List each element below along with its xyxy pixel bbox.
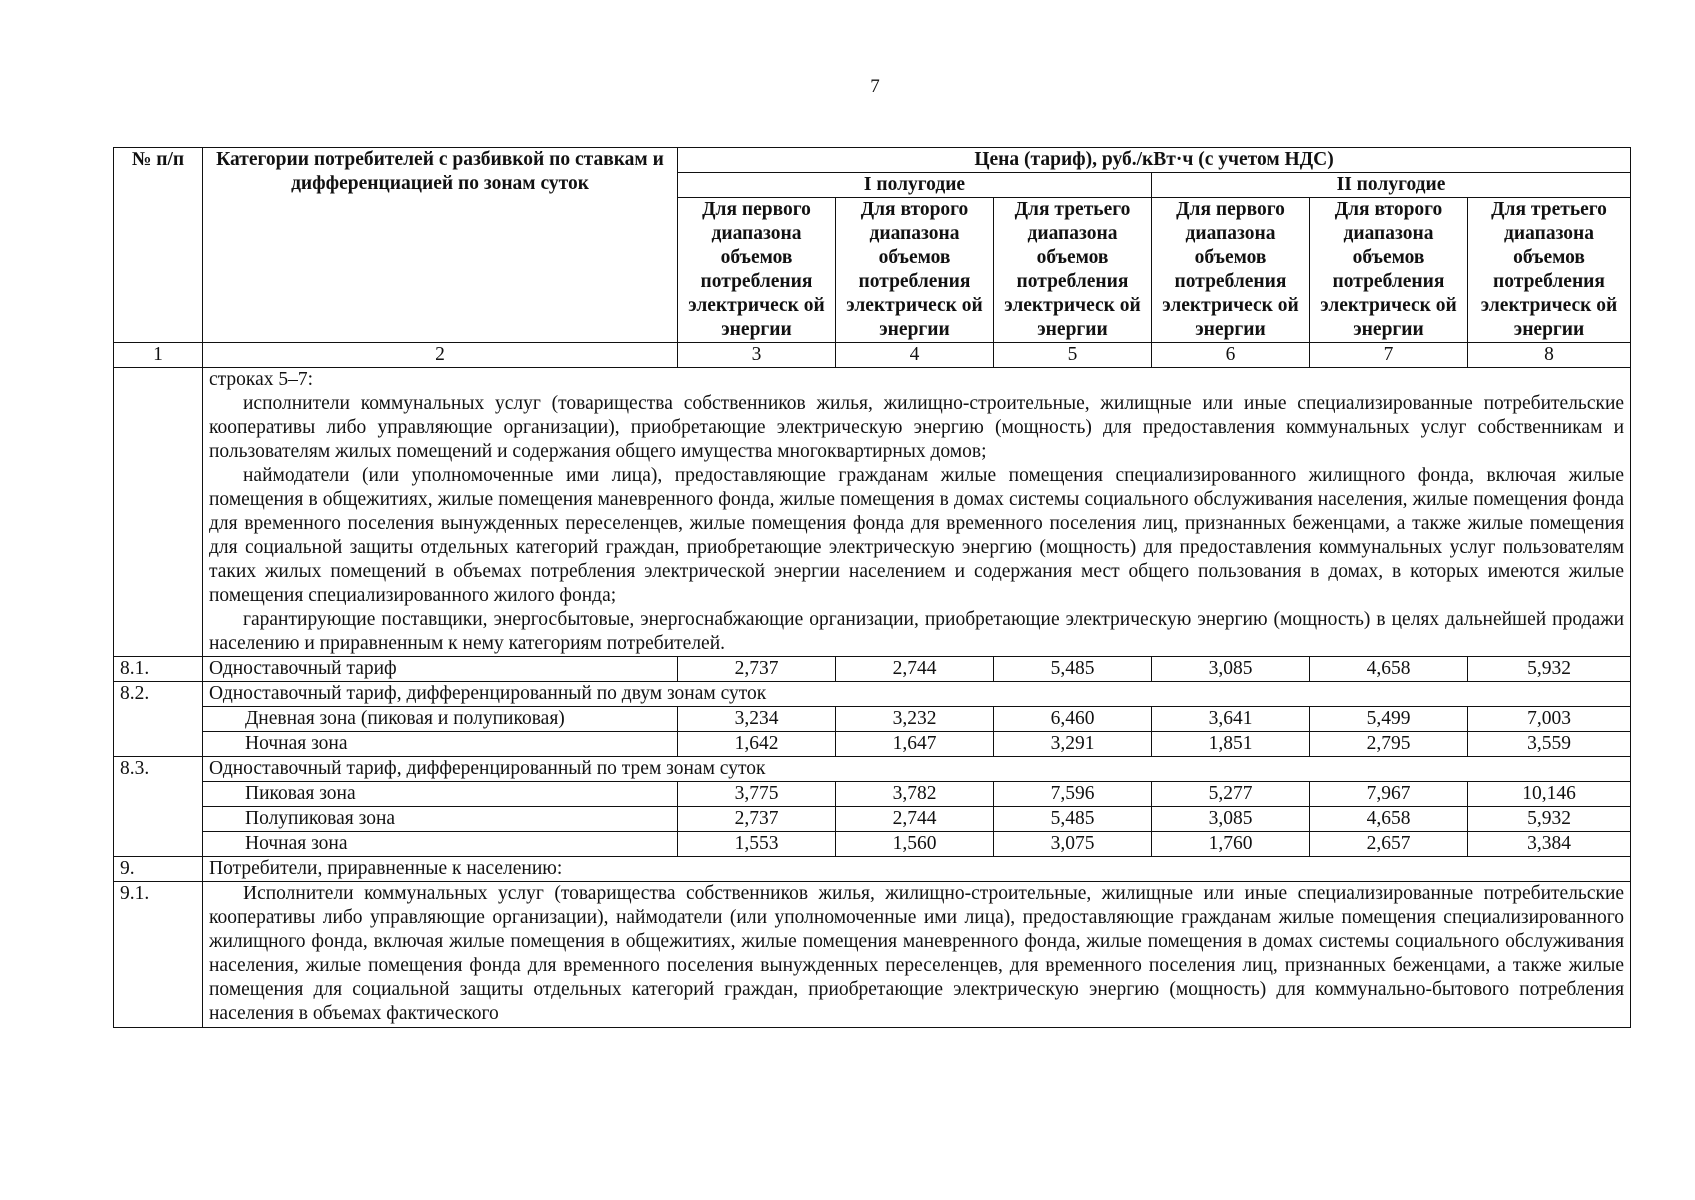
- header-col-category: Категории потребителей с разбивкой по ставкам и дифференциацией по зонам суток: [203, 148, 678, 343]
- tariff-value: 2,744: [836, 807, 994, 832]
- tariff-value: 1,553: [678, 832, 836, 857]
- tariff-value: 5,485: [994, 807, 1152, 832]
- table-row: [114, 782, 1631, 807]
- tariff-table: [113, 147, 1631, 1028]
- table-row: [114, 657, 1631, 682]
- tariff-value: 3,085: [1152, 807, 1310, 832]
- tariff-value: 1,560: [836, 832, 994, 857]
- column-number: 6: [1152, 343, 1310, 368]
- tariff-value: 3,559: [1468, 732, 1631, 757]
- table-row: [114, 882, 1631, 1028]
- header-range-2: Для второго диапазона объемов потребления электрическ ой энергии: [1310, 198, 1468, 343]
- tariff-value: 2,795: [1310, 732, 1468, 757]
- tariff-value: 3,782: [836, 782, 994, 807]
- tariff-value: 3,641: [1152, 707, 1310, 732]
- tariff-value: 4,658: [1310, 657, 1468, 682]
- table-row: [114, 832, 1631, 857]
- header-price-title: Цена (тариф), руб./кВт·ч (с учетом НДС): [678, 148, 1631, 173]
- tariff-value: 3,234: [678, 707, 836, 732]
- row-number: 8.2.: [114, 682, 203, 757]
- header-col-no: № п/п: [114, 148, 203, 343]
- table-row: [114, 757, 1631, 782]
- header-range-3: Для третьего диапазона объемов потребления электрическ ой энергии: [994, 198, 1152, 343]
- row-label: Дневная зона (пиковая и полупиковая): [203, 707, 678, 732]
- tariff-value: 5,485: [994, 657, 1152, 682]
- tariff-value: 6,460: [994, 707, 1152, 732]
- column-number: 8: [1468, 343, 1631, 368]
- row-number: 8.1.: [114, 657, 203, 682]
- table-row: [114, 682, 1631, 707]
- intro-text-cell: [203, 368, 1631, 657]
- row-number: 9.: [114, 857, 203, 882]
- tariff-value: 7,003: [1468, 707, 1631, 732]
- tariff-value: 7,596: [994, 782, 1152, 807]
- row-paragraph: Исполнители коммунальных услуг (товарищества собственников жилья, жилищно-строительные, жилищные или иные специализированные потребительские кооперативы либо управляющие организации), наймодатели (или уполномоченные ими лица), предоставляющие гражданам жилые помещения специализированного жилищного фонда, включая жилые помещения в общежитиях, жилые помещения маневренного фонда, жилые помещения в домах системы социального обслуживания населения, жилые помещения фонда для временного поселения вынужденных переселенцев, для временного поселения лиц, признанных беженцами, а также жилые помещения для социальной защиты отдельных категорий граждан, приобретающие электрическую энергию (мощность) для коммунально-бытового потребления населения в объемах фактического: [209, 883, 1625, 1024]
- column-number-row: [114, 343, 1631, 368]
- tariff-value: 5,277: [1152, 782, 1310, 807]
- column-number: 4: [836, 343, 994, 368]
- intro-paragraph: наймодатели (или уполномоченные ими лица), предоставляющие гражданам жилые помещения специализированного жилищного фонда, включая жилые помещения в общежитиях, жилые помещения маневренного фонда, жилые помещения в домах системы социального обслуживания населения, жилые помещения фонда для временного поселения вынужденных переселенцев, жилые помещения фонда для временного поселения лиц, признанных беженцами, а также жилые помещения для социальной защиты отдельных категорий граждан, приобретающие электрическую энергию (мощность) для предоставления коммунальных услуг пользователям таких жилых помещений в объемах потребления электрической энергии населением и содержания мест общего пользования в домах, в которых имеются жилые помещения специализированного жилого фонда;: [209, 465, 1625, 606]
- tariff-value: 3,384: [1468, 832, 1631, 857]
- row-number: 8.3.: [114, 757, 203, 857]
- tariff-value: 3,775: [678, 782, 836, 807]
- intro-paragraph: гарантирующие поставщики, энергосбытовые, энергоснабжающие организации, приобретающие электрическую энергию (мощность) в целях дальнейшей продажи населению и приравненным к нему категориям потребителей.: [209, 609, 1625, 654]
- page-number: 7: [870, 76, 880, 97]
- row-label: Ночная зона: [203, 732, 678, 757]
- table-row: [114, 857, 1631, 882]
- tariff-value: 5,932: [1468, 807, 1631, 832]
- column-number: 3: [678, 343, 836, 368]
- row-label: Одноставочный тариф: [203, 657, 678, 682]
- column-number: 1: [114, 343, 203, 368]
- row-label: Полупиковая зона: [203, 807, 678, 832]
- header-row-price: [114, 148, 1631, 173]
- intro-paragraph: исполнители коммунальных услуг (товарищества собственников жилья, жилищно-строительные, жилищные или иные специализированные потребительские кооперативы либо управляющие организации), приобретающие электрическую энергию (мощность) для предоставления коммунальных услуг собственникам и пользователям жилых помещений и содержания общего имущества многоквартирных домов;: [209, 393, 1625, 462]
- tariff-value: 2,744: [836, 657, 994, 682]
- column-number: 5: [994, 343, 1152, 368]
- column-number: 2: [203, 343, 678, 368]
- tariff-value: 3,232: [836, 707, 994, 732]
- tariff-value: 5,932: [1468, 657, 1631, 682]
- row-label: Одноставочный тариф, дифференцированный по трем зонам суток: [203, 757, 1631, 782]
- intro-no-cell: [114, 368, 203, 657]
- row-label: Пиковая зона: [203, 782, 678, 807]
- tariff-value: 10,146: [1468, 782, 1631, 807]
- row-label: Ночная зона: [203, 832, 678, 857]
- table-row: [114, 707, 1631, 732]
- header-half-2: II полугодие: [1152, 173, 1631, 198]
- table-row: [114, 732, 1631, 757]
- tariff-value: 1,647: [836, 732, 994, 757]
- header-half-1: I полугодие: [678, 173, 1152, 198]
- tariff-value: 2,737: [678, 657, 836, 682]
- row-label: Потребители, приравненные к населению:: [203, 857, 1631, 882]
- tariff-value: 1,851: [1152, 732, 1310, 757]
- header-range-1: Для первого диапазона объемов потребления электрическ ой энергии: [678, 198, 836, 343]
- tariff-value: 4,658: [1310, 807, 1468, 832]
- intro-lead: строках 5–7:: [209, 369, 314, 390]
- intro-row: [114, 368, 1631, 657]
- column-number: 7: [1310, 343, 1468, 368]
- row-label: Одноставочный тариф, дифференцированный по двум зонам суток: [203, 682, 1631, 707]
- table-row: [114, 807, 1631, 832]
- tariff-value: 3,291: [994, 732, 1152, 757]
- tariff-value: 3,075: [994, 832, 1152, 857]
- tariff-value: 2,737: [678, 807, 836, 832]
- tariff-value: 1,760: [1152, 832, 1310, 857]
- header-range-1: Для первого диапазона объемов потребления электрическ ой энергии: [1152, 198, 1310, 343]
- tariff-value: 3,085: [1152, 657, 1310, 682]
- tariff-value: 1,642: [678, 732, 836, 757]
- header-range-2: Для второго диапазона объемов потребления электрическ ой энергии: [836, 198, 994, 343]
- tariff-value: 7,967: [1310, 782, 1468, 807]
- tariff-value: 5,499: [1310, 707, 1468, 732]
- row-text-cell: [203, 882, 1631, 1028]
- row-number: 9.1.: [114, 882, 203, 1028]
- tariff-value: 2,657: [1310, 832, 1468, 857]
- header-range-3: Для третьего диапазона объемов потребления электрическ ой энергии: [1468, 198, 1631, 343]
